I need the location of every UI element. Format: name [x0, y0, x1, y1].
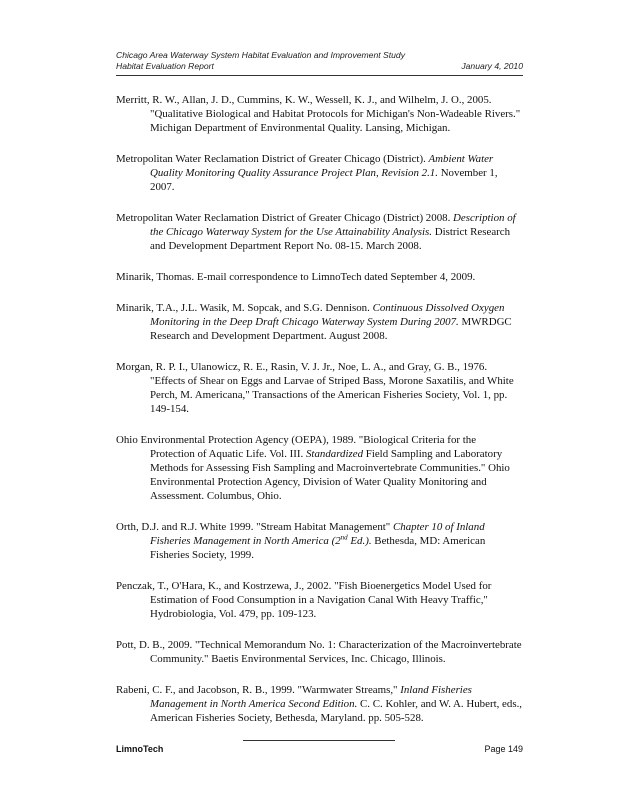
- footer-brand: LimnoTech: [116, 744, 164, 754]
- header-report-title: Habitat Evaluation Report: [116, 61, 214, 71]
- page-number: Page 149: [484, 744, 523, 754]
- reference-mwrd-qapp: Metropolitan Water Reclamation District of Greater Chicago (District). Ambient Water Quality Monitoring Quality Assurance Project Plan, Revision 2.1. November 1, 2007.: [116, 153, 498, 193]
- reference-minarik-email: Minarik, Thomas. E-mail correspondence to LimnoTech dated September 4, 2009.: [116, 271, 476, 283]
- reference-oepa-1989: Ohio Environmental Protection Agency (OEPA), 1989. "Biological Criteria for the Protection of Aquatic Life. Vol. III. Standardized Field Sampling and Laboratory Methods for Assessing Fish Sampling and Macroinvertebrate Communities." Ohio Environmental Protection Agency, Division of Water Quality Monitoring and Assessment. Columbus, Ohio.: [116, 434, 510, 502]
- page-footer: [116, 743, 523, 755]
- header-divider: [116, 75, 523, 76]
- reference-orth-1999: Orth, D.J. and R.J. White 1999. "Stream Habitat Management" Chapter 10 of Inland Fisheries Management in North America (2nd Ed.). Bethesda, MD: American Fisheries Society, 1999.: [116, 521, 486, 561]
- reference-pott-2009: Pott, D. B., 2009. "Technical Memorandum No. 1: Characterization of the Macroinvertebrate Community." Baetis Environmental Services, Inc. Chicago, Illinois.: [116, 639, 522, 665]
- footer-divider: [243, 740, 395, 741]
- reference-morgan-1976: Morgan, R. P. I., Ulanowicz, R. E., Rasin, V. J. Jr., Noe, L. A., and Gray, G. B., 1976. "Effects of Shear on Eggs and Larvae of Striped Bass, Morone Saxatilis, and White Perch, M. Americana," Transactions of the American Fisheries Society, Vol. 1, pp. 149-154.: [116, 361, 514, 415]
- reference-rabeni-1999: Rabeni, C. F., and Jacobson, R. B., 1999. "Warmwater Streams," Inland Fisheries Management in North America Second Edition. C. C. Kohler, and W. A. Hubert, eds., American Fisheries Society, Bethesda, Maryland. pp. 505-528.: [116, 684, 523, 724]
- header-date: January 4, 2010: [461, 61, 523, 71]
- reference-merritt-2005: Merritt, R. W., Allan, J. D., Cummins, K. W., Wessell, K. J., and Wilhelm, J. O., 2005. "Qualitative Biological and Habitat Protocols for Michigan's Non-Wadeable Rivers." Michigan Department of Environmental Quality. Lansing, Michigan.: [116, 94, 521, 134]
- running-header: [116, 50, 523, 72]
- reference-penczak-2002: Penczak, T., O'Hara, K., and Kostrzewa, J., 2002. "Fish Bioenergetics Model Used for Estimation of Food Consumption in a Navigation Canal With Heavy Traffic," Hydrobiologia, Vol. 479, pp. 109-123.: [116, 580, 492, 620]
- reference-mwrd-2008: Metropolitan Water Reclamation District of Greater Chicago (District) 2008. Description of the Chicago Waterway System for the Use Attainability Analysis. District Research and Development Department Report No. 08-15. March 2008.: [116, 212, 516, 252]
- header-study-title: Chicago Area Waterway System Habitat Evaluation and Improvement Study: [116, 50, 405, 60]
- reference-minarik-2008: Minarik, T.A., J.L. Wasik, M. Sopcak, and S.G. Dennison. Continuous Dissolved Oxygen Monitoring in the Deep Draft Chicago Waterway System During 2007. MWRDGC Research and Development Department. August 2008.: [116, 302, 512, 342]
- reference-list: [116, 93, 523, 742]
